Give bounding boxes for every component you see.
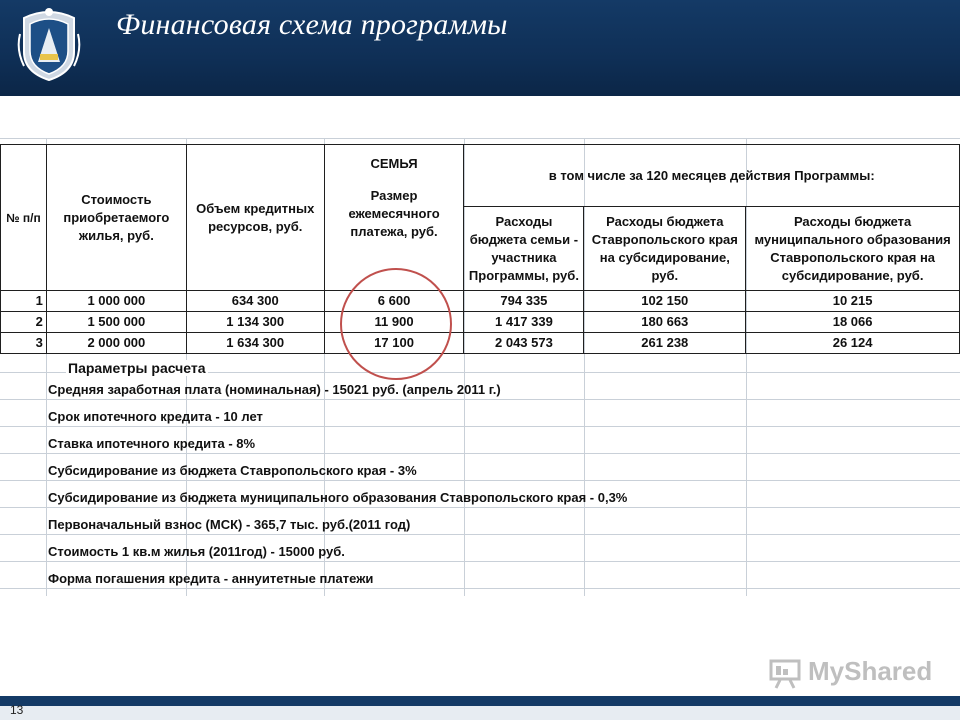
- page-number: 13: [10, 703, 24, 717]
- table-cell: 26 124: [746, 333, 960, 354]
- table-cell: 1 634 300: [186, 333, 324, 354]
- table-cell: 2 000 000: [46, 333, 186, 354]
- table-cell: 6 600: [324, 291, 464, 312]
- table-cell: 18 066: [746, 312, 960, 333]
- parameter-item: Субсидирование из бюджета Ставропольского края - 3%: [48, 463, 417, 478]
- group-header-120-months: в том числе за 120 месяцев действия Программы:: [464, 145, 960, 207]
- parameter-item: Средняя заработная плата (номинальная) - 15021 руб. (апрель 2011 г.): [48, 382, 501, 397]
- footer-bar: [0, 696, 960, 706]
- col-header-housing-cost: Стоимость приобретаемого жилья, руб.: [46, 145, 186, 291]
- watermark-text: MyShared: [808, 656, 933, 686]
- table-cell: 1 134 300: [186, 312, 324, 333]
- watermark: [768, 656, 933, 692]
- parameter-item: Стоимость 1 кв.м жилья (2011год) - 15000 руб.: [48, 544, 345, 559]
- table-cell: 1 000 000: [46, 291, 186, 312]
- table-cell: 1: [1, 291, 47, 312]
- parameter-item: Срок ипотечного кредита - 10 лет: [48, 409, 263, 424]
- table-cell: 10 215: [746, 291, 960, 312]
- table-cell: 1 500 000: [46, 312, 186, 333]
- presentation-board-icon: [768, 656, 802, 690]
- table-cell: 634 300: [186, 291, 324, 312]
- col-header-municipal-expenses: Расходы бюджета муниципального образования Ставропольского края на субсидирование, руб.: [746, 207, 960, 291]
- table-cell: 2: [1, 312, 47, 333]
- finance-table: [0, 144, 960, 354]
- table-cell: 180 663: [584, 312, 746, 333]
- col-header-region-expenses: Расходы бюджета Ставропольского края на субсидирование, руб.: [584, 207, 746, 291]
- table-cell: 794 335: [464, 291, 584, 312]
- table-cell: 2 043 573: [464, 333, 584, 354]
- table-cell: 3: [1, 333, 47, 354]
- col-header-family-expenses: Расходы бюджета семьи - участника Программы, руб.: [464, 207, 584, 291]
- col-header-credit-volume: Объем кредитных ресурсов, руб.: [186, 145, 324, 291]
- table-cell: 11 900: [324, 312, 464, 333]
- parameters-title: Параметры расчета: [68, 360, 206, 376]
- parameter-item: Ставка ипотечного кредита - 8%: [48, 436, 256, 451]
- parameter-item: Форма погашения кредита - аннуитетные платежи: [48, 571, 374, 586]
- family-group-label: СЕМЬЯ: [370, 156, 418, 171]
- table-cell: 1 417 339: [464, 312, 584, 333]
- table-cell: 261 238: [584, 333, 746, 354]
- table-row: [1, 333, 960, 354]
- parameter-item: Первоначальный взнос (МСК) - 365,7 тыс. руб.(2011 год): [48, 517, 411, 532]
- table-row: [1, 312, 960, 333]
- slide-title: Финансовая схема программы: [116, 8, 508, 41]
- parameter-item: Субсидирование из бюджета муниципального образования Ставропольского края - 0,3%: [48, 490, 628, 505]
- col-header-number: № п/п: [1, 145, 47, 291]
- slide-header: [0, 0, 960, 96]
- footer-strip: [0, 706, 960, 720]
- highlight-circle: [340, 268, 452, 380]
- table-cell: 17 100: [324, 333, 464, 354]
- coat-of-arms-icon: [16, 4, 82, 82]
- col-header-monthly-payment-label: Размер ежемесячного платежа, руб.: [348, 188, 440, 239]
- table-cell: 102 150: [584, 291, 746, 312]
- table-row: [1, 291, 960, 312]
